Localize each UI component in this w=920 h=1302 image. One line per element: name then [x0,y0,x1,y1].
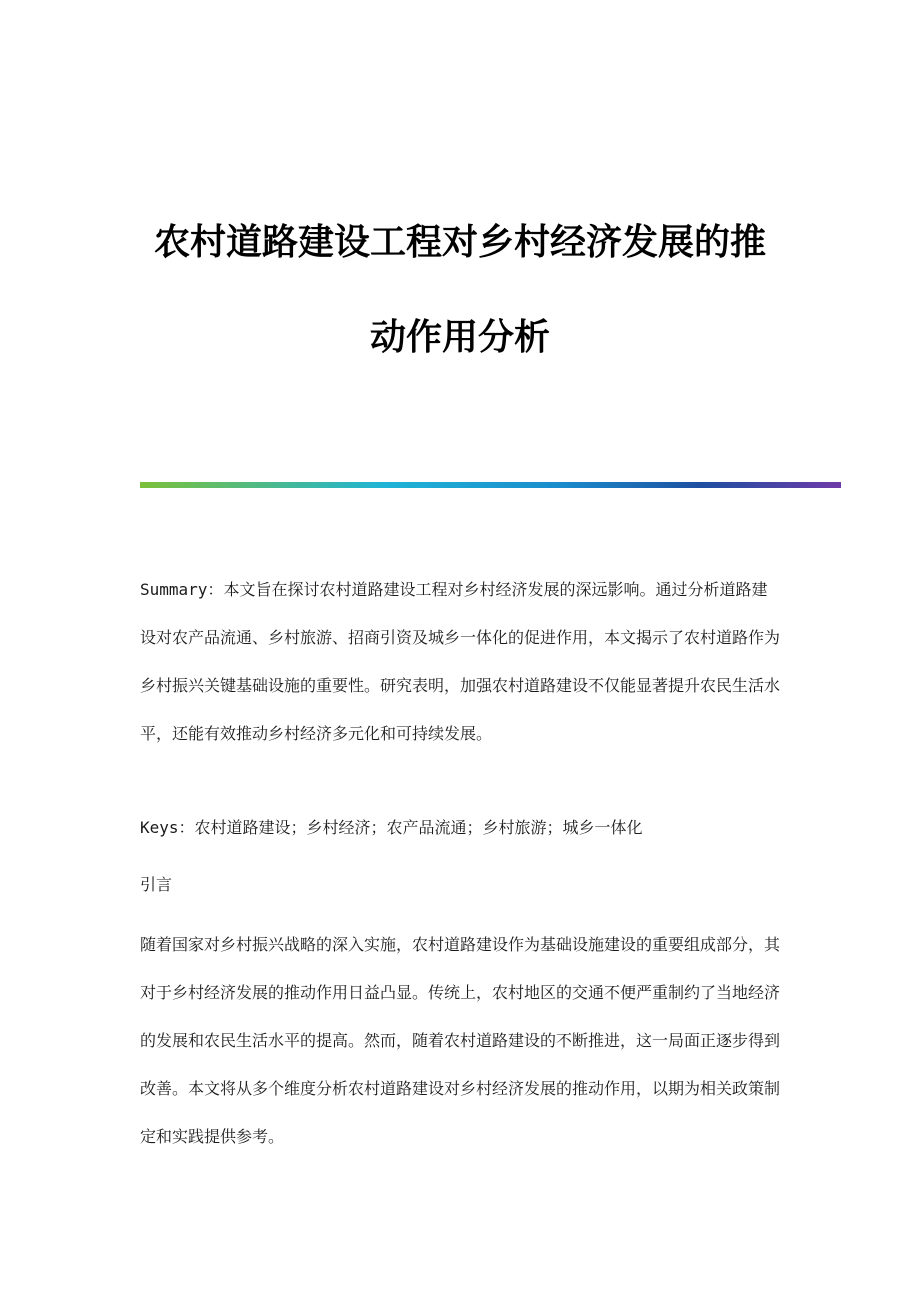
summary-paragraph [140,566,780,758]
summary-text: 本文旨在探讨农村道路建设工程对乡村经济发展的深远影响。通过分析道路建设对农产品流通、乡村旅游、招商引资及城乡一体化的促进作用，本文揭示了农村道路作为乡村振兴关键基础设施的重要性。研究表明，加强农村道路建设不仅能显著提升农民生活水平，还能有效推动乡村经济多元化和可持续发展。 [140,580,781,743]
keywords-text: 农村道路建设；乡村经济；农产品流通；乡村旅游；城乡一体化 [194,818,643,837]
keywords-label: Keys： [140,818,195,837]
document-title-line-1: 农村道路建设工程对乡村经济发展的推 [153,221,766,263]
keywords-paragraph [140,814,780,842]
gradient-divider [140,482,841,488]
introduction-heading: 引言 [140,875,173,894]
introduction-paragraph: 随着国家对乡村振兴战略的深入实施，农村道路建设作为基础设施建设的重要组成部分，其对于乡村经济发展的推动作用日益凸显。传统上，农村地区的交通不便严重制约了当地经济的发展和农民生活水平的提高。然而，随着农村道路建设的不断推进，这一局面正逐步得到改善。本文将从多个维度分析农村道路建设对乡村经济发展的推动作用，以期为相关政策制定和实践提供参考。 [140,935,781,1146]
document-title-line-2: 动作用分析 [369,316,550,358]
summary-label: Summary： [140,580,224,599]
